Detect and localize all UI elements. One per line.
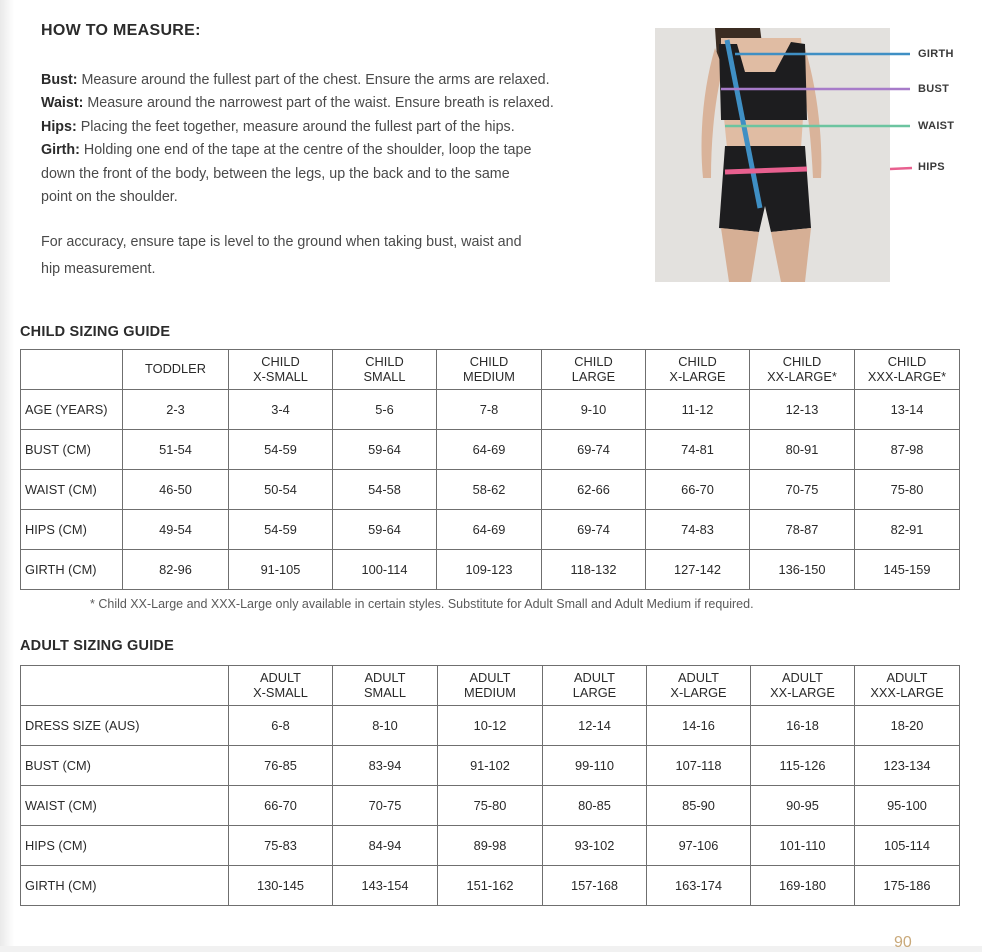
table-cell: 18-20	[855, 706, 960, 746]
girth-instruction-line-2: down the front of the body, between the legs, up the back and to the same	[41, 165, 510, 182]
table-cell: 75-80	[438, 786, 543, 826]
table-cell: 75-80	[855, 470, 960, 510]
bust-instruction	[41, 69, 641, 92]
table-cell: 54-58	[333, 470, 437, 510]
table-cell: 127-142	[646, 550, 750, 590]
adult-hips-row	[21, 826, 960, 866]
child-header-small: CHILD SMALL	[333, 350, 437, 390]
table-cell: 54-59	[229, 510, 333, 550]
table-cell: 123-134	[855, 746, 960, 786]
table-cell: 85-90	[647, 786, 751, 826]
table-cell: 87-98	[855, 430, 960, 470]
table-cell: 89-98	[438, 826, 543, 866]
child-header-xx-large: CHILD XX-LARGE*	[750, 350, 855, 390]
girth-instruction-text-1: Holding one end of the tape at the centre of the shoulder, loop the tape	[79, 142, 532, 159]
girth-instruction-label: Girth:	[41, 142, 80, 159]
table-cell: 163-174	[647, 866, 751, 906]
table-cell: 83-94	[333, 746, 438, 786]
table-cell: 6-8	[229, 706, 333, 746]
table-cell: 143-154	[333, 866, 438, 906]
table-cell: 75-83	[229, 826, 333, 866]
table-cell: 9-10	[542, 390, 646, 430]
accuracy-note	[41, 229, 641, 283]
table-cell: 64-69	[437, 510, 542, 550]
table-cell: 8-10	[333, 706, 438, 746]
table-cell: 136-150	[750, 550, 855, 590]
child-hips-row	[21, 510, 960, 550]
table-cell: 59-64	[333, 430, 437, 470]
row-label: BUST (CM)	[21, 746, 229, 786]
adult-header-x-large: ADULT X-LARGE	[647, 666, 751, 706]
bust-instruction-label: Bust:	[41, 72, 78, 88]
hips-tape-line	[725, 169, 807, 172]
table-cell: 2-3	[123, 390, 229, 430]
child-bust-row	[21, 430, 960, 470]
child-header-xxx-large: CHILD XXX-LARGE*	[855, 350, 960, 390]
table-cell: 100-114	[333, 550, 437, 590]
child-header-x-large: CHILD X-LARGE	[646, 350, 750, 390]
bust-instruction-text: Measure around the fullest part of the chest. Ensure the arms are relaxed.	[77, 72, 550, 88]
hips-legend-label: HIPS	[918, 161, 945, 173]
waist-instruction-label: Waist:	[41, 95, 84, 112]
child-sizing-footnote: * Child XX-Large and XXX-Large only available in certain styles. Substitute for Adult Small and Adult Medium if required.	[90, 597, 754, 611]
adult-header-corner	[21, 666, 229, 706]
row-label: DRESS SIZE (AUS)	[21, 706, 229, 746]
table-cell: 84-94	[333, 826, 438, 866]
table-cell: 109-123	[437, 550, 542, 590]
child-sizing-table	[20, 349, 960, 590]
hips-instruction-text: Placing the feet together, measure around the fullest part of the hips.	[76, 118, 515, 135]
table-cell: 12-14	[543, 706, 647, 746]
table-cell: 105-114	[855, 826, 960, 866]
table-cell: 49-54	[123, 510, 229, 550]
child-header-x-small: CHILD X-SMALL	[229, 350, 333, 390]
waist-legend-label: WAIST	[918, 120, 955, 132]
how-to-measure-title: HOW TO MEASURE:	[41, 22, 201, 39]
table-cell: 157-168	[543, 866, 647, 906]
adult-header-medium: ADULT MEDIUM	[438, 666, 543, 706]
child-header-medium: CHILD MEDIUM	[437, 350, 542, 390]
row-label: BUST (CM)	[21, 430, 123, 470]
accuracy-note-line-1: For accuracy, ensure tape is level to the ground when taking bust, waist and	[41, 234, 522, 250]
bust-legend-label: BUST	[918, 83, 950, 95]
child-header-corner	[21, 350, 123, 390]
table-cell: 82-96	[123, 550, 229, 590]
child-header-large: CHILD LARGE	[542, 350, 646, 390]
adult-waist-row	[21, 786, 960, 826]
table-cell: 74-83	[646, 510, 750, 550]
adult-header-row	[21, 666, 960, 706]
girth-instruction	[41, 139, 641, 162]
table-cell: 10-12	[438, 706, 543, 746]
child-header-row	[21, 350, 960, 390]
row-label: GIRTH (CM)	[21, 866, 229, 906]
table-cell: 151-162	[438, 866, 543, 906]
table-cell: 54-59	[229, 430, 333, 470]
child-girth-row	[21, 550, 960, 590]
table-cell: 51-54	[123, 430, 229, 470]
table-cell: 70-75	[333, 786, 438, 826]
table-cell: 59-64	[333, 510, 437, 550]
table-cell: 13-14	[855, 390, 960, 430]
table-cell: 107-118	[647, 746, 751, 786]
table-cell: 91-105	[229, 550, 333, 590]
adult-header-xx-large: ADULT XX-LARGE	[751, 666, 855, 706]
table-cell: 91-102	[438, 746, 543, 786]
child-sizing-title: CHILD SIZING GUIDE	[20, 324, 171, 340]
table-cell: 78-87	[750, 510, 855, 550]
adult-header-x-small: ADULT X-SMALL	[229, 666, 333, 706]
table-cell: 80-91	[750, 430, 855, 470]
table-cell: 50-54	[229, 470, 333, 510]
table-cell: 3-4	[229, 390, 333, 430]
child-waist-row	[21, 470, 960, 510]
hips-instruction-label: Hips:	[41, 118, 77, 135]
table-cell: 99-110	[543, 746, 647, 786]
row-label: AGE (YEARS)	[21, 390, 123, 430]
table-cell: 5-6	[333, 390, 437, 430]
row-label: HIPS (CM)	[21, 510, 123, 550]
table-cell: 66-70	[229, 786, 333, 826]
table-cell: 76-85	[229, 746, 333, 786]
table-cell: 175-186	[855, 866, 960, 906]
table-cell: 118-132	[542, 550, 646, 590]
table-cell: 169-180	[751, 866, 855, 906]
measure-instructions	[41, 69, 641, 209]
table-cell: 64-69	[437, 430, 542, 470]
table-cell: 7-8	[437, 390, 542, 430]
table-cell: 69-74	[542, 430, 646, 470]
model-illustration	[655, 28, 890, 282]
row-label: GIRTH (CM)	[21, 550, 123, 590]
table-cell: 80-85	[543, 786, 647, 826]
row-label: WAIST (CM)	[21, 470, 123, 510]
adult-dress-size-row	[21, 706, 960, 746]
table-cell: 46-50	[123, 470, 229, 510]
table-cell: 14-16	[647, 706, 751, 746]
measurement-model-photo	[655, 28, 890, 282]
child-header-toddler: TODDLER	[123, 350, 229, 390]
adult-sizing-title: ADULT SIZING GUIDE	[20, 638, 174, 654]
hips-instruction	[41, 116, 641, 139]
table-cell: 95-100	[855, 786, 960, 826]
measurement-legend	[890, 28, 982, 282]
table-cell: 82-91	[855, 510, 960, 550]
adult-bust-row	[21, 746, 960, 786]
table-cell: 66-70	[646, 470, 750, 510]
table-cell: 130-145	[229, 866, 333, 906]
child-age-row	[21, 390, 960, 430]
table-cell: 69-74	[542, 510, 646, 550]
table-cell: 90-95	[751, 786, 855, 826]
page-edge-shadow	[0, 0, 14, 946]
legend-lines	[890, 28, 982, 282]
table-cell: 16-18	[751, 706, 855, 746]
adult-girth-row	[21, 866, 960, 906]
row-label: WAIST (CM)	[21, 786, 229, 826]
page-number: 90	[894, 934, 912, 951]
girth-instruction-line-3: point on the shoulder.	[41, 189, 178, 206]
accuracy-note-line-2: hip measurement.	[41, 261, 156, 277]
girth-legend-label: GIRTH	[918, 48, 954, 60]
table-cell: 93-102	[543, 826, 647, 866]
table-cell: 145-159	[855, 550, 960, 590]
adult-header-large: ADULT LARGE	[543, 666, 647, 706]
adult-header-xxx-large: ADULT XXX-LARGE	[855, 666, 960, 706]
adult-header-small: ADULT SMALL	[333, 666, 438, 706]
waist-instruction	[41, 92, 641, 115]
table-cell: 70-75	[750, 470, 855, 510]
table-cell: 74-81	[646, 430, 750, 470]
table-cell: 11-12	[646, 390, 750, 430]
table-cell: 62-66	[542, 470, 646, 510]
table-cell: 115-126	[751, 746, 855, 786]
table-cell: 12-13	[750, 390, 855, 430]
adult-sizing-table	[20, 665, 960, 906]
table-cell: 97-106	[647, 826, 751, 866]
table-cell: 101-110	[751, 826, 855, 866]
waist-instruction-text: Measure around the narrowest part of the waist. Ensure breath is relaxed.	[83, 95, 554, 112]
row-label: HIPS (CM)	[21, 826, 229, 866]
table-cell: 58-62	[437, 470, 542, 510]
